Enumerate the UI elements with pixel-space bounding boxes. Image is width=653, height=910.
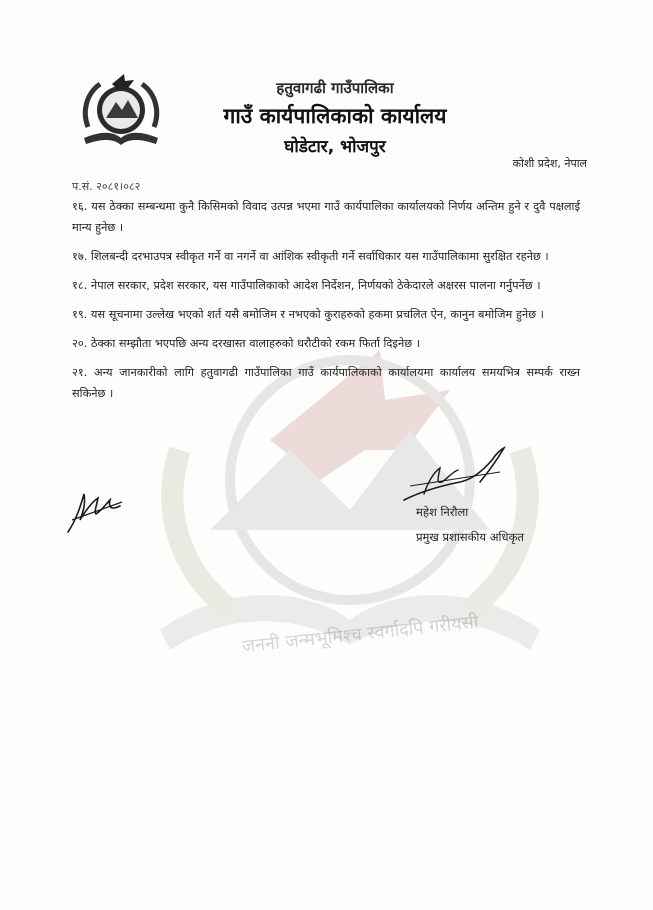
clause-20: २०. ठेक्का सम्झौता भएपछि अन्य दरखास्त वालाहरुको धरौटीको रकम फिर्ता दिइनेछ । — [72, 337, 421, 350]
clause-19: १९. यस सूचनामा उल्लेख भएको शर्त यसै बमोजिम र नभएको कुराहरुको हकमा प्रचलित ऐन, कानुन बमोजिम हुनेछ । — [72, 308, 544, 321]
clause-17: १७. शिलबन्दी दरभाउपत्र स्वीकृत गर्ने वा नगर्ने वा आंशिक स्वीकृती गर्ने सर्वाधिकार यस गाउँपालिकामा सुरक्षित रहनेछ । — [72, 250, 549, 263]
letterhead — [175, 78, 495, 157]
reference-number: प.सं. २०८१।०८२ — [72, 180, 141, 193]
signatory-designation: प्रमुख प्रशासकीय अधिकृत — [416, 530, 524, 544]
office-address: घोडेटार, भोजपुर — [284, 137, 386, 157]
office-title: गाउँ कार्यपालिकाको कार्यालय — [223, 104, 447, 128]
signatory-name: महेश निरौला — [416, 505, 469, 519]
left-signature — [62, 480, 126, 536]
clause-list — [72, 196, 580, 412]
watermark-motto: जननी जन्मभूमिश्च स्वर्गादपि गरीयसी — [240, 611, 480, 658]
office-name: हतुवागढी गाउँपालिका — [276, 79, 394, 97]
clause-21: २१. अन्य जानकारीको लागि हतुवागढी गाउँपालिका गाउँ कार्यपालिकाको कार्यालयमा कार्यालय समयभित्र सम्पर्क राख्न सकिनेछ । — [72, 366, 580, 400]
clause-16: १६. यस ठेक्का सम्बन्धमा कुनै किसिमको विवाद उत्पन्न भएमा गाउँ कार्यपालिका कार्यालयको निर्णय अन्तिम हुने र दुवै पक्षलाई मान्य हुनेछ । — [72, 200, 580, 234]
nepal-government-emblem — [78, 72, 164, 152]
province-label: कोशी प्रदेश, नेपाल — [512, 157, 587, 170]
clause-18: १८. नेपाल सरकार, प्रदेश सरकार, यस गाउँपालिकाको आदेश निर्देशन, निर्णयको ठेकेदारले अक्षरस पालना गर्नुपर्नेछ । — [72, 279, 541, 292]
officer-signature — [400, 442, 510, 506]
